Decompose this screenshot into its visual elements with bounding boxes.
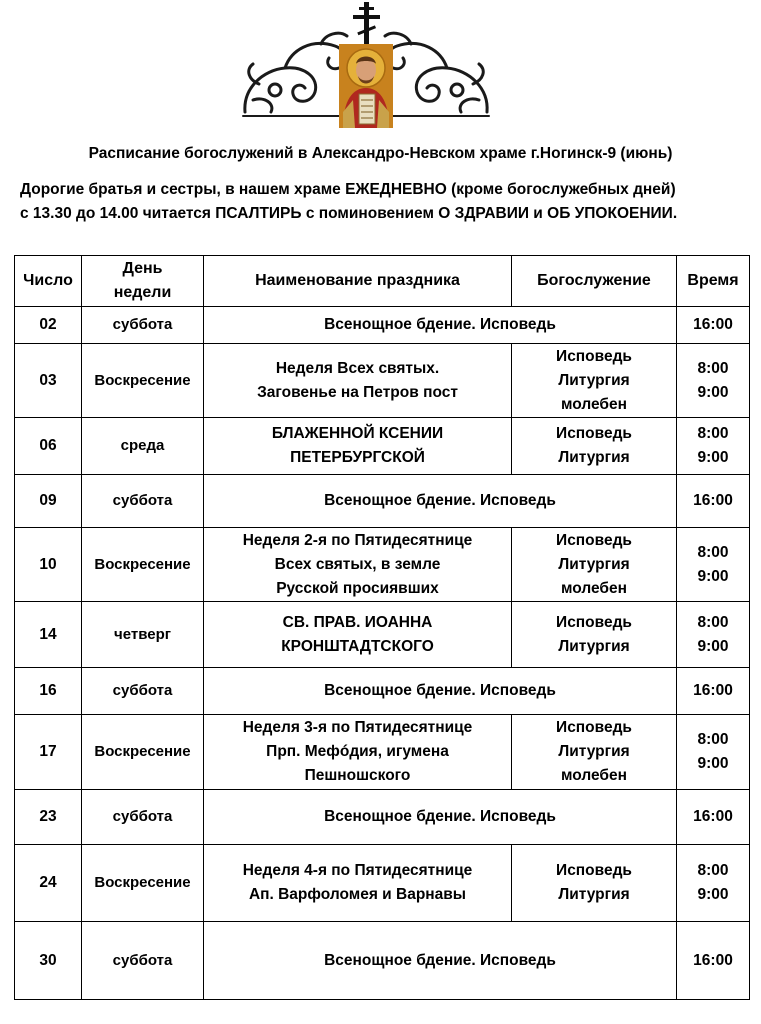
service-type-line: Литургия bbox=[558, 371, 630, 389]
service-time-line: 8:00 bbox=[697, 359, 729, 377]
service-time-line: 9:00 bbox=[697, 449, 729, 466]
feast-name-cell bbox=[204, 418, 512, 475]
feast-name-cell bbox=[204, 528, 512, 602]
date-number-cell: 24 bbox=[15, 845, 82, 922]
table-row bbox=[15, 715, 750, 790]
service-type-line: Исповедь bbox=[556, 613, 632, 631]
service-time-cell bbox=[677, 418, 750, 475]
weekday-cell: суббота bbox=[82, 790, 204, 845]
service-time-cell bbox=[677, 602, 750, 668]
column-header-number: Число bbox=[15, 256, 82, 307]
service-time-line: 9:00 bbox=[697, 886, 729, 903]
feast-name-line: Всех святых, в земле bbox=[274, 555, 441, 573]
service-time-line: 9:00 bbox=[697, 567, 729, 585]
page-title: Расписание богослужений в Александро-Невском храме г.Ногинск-9 (июнь) bbox=[88, 145, 673, 162]
service-time-cell bbox=[677, 845, 750, 922]
service-type-line: Исповедь bbox=[556, 719, 632, 736]
service-time-cell bbox=[677, 307, 750, 344]
service-time-line: 9:00 bbox=[697, 637, 729, 655]
feast-name-cell bbox=[204, 602, 512, 668]
table-row bbox=[15, 418, 750, 475]
feast-name-cell bbox=[204, 344, 512, 418]
weekday-cell: суббота bbox=[82, 475, 204, 528]
service-type-line: Литургия bbox=[558, 637, 630, 655]
service-type-line: Исповедь bbox=[556, 425, 632, 442]
feast-name-line: Неделя 3-я по Пятидесятнице bbox=[242, 719, 473, 736]
table-row bbox=[15, 922, 750, 1000]
weekday-cell: Воскресение bbox=[82, 845, 204, 922]
feast-name-cell bbox=[204, 715, 512, 790]
service-type-line: Исповедь bbox=[556, 347, 632, 365]
service-type-line: Исповедь bbox=[556, 862, 632, 879]
feast-name-line: Пешношского bbox=[304, 767, 411, 784]
service-merged-cell: Всенощное бдение. Исповедь bbox=[204, 922, 677, 1000]
service-time-line: 9:00 bbox=[697, 383, 729, 401]
date-number-cell: 03 bbox=[15, 344, 82, 418]
feast-name-line: Заговенье на Петров пост bbox=[257, 383, 458, 401]
service-time-line: 16:00 bbox=[693, 492, 733, 509]
service-type-cell bbox=[512, 344, 677, 418]
table-row bbox=[15, 790, 750, 845]
service-time-line: 16:00 bbox=[693, 316, 733, 333]
service-type-line: Исповедь bbox=[556, 531, 632, 549]
weekday-cell: суббота bbox=[82, 307, 204, 344]
weekday-cell: суббота bbox=[82, 922, 204, 1000]
date-number-cell: 09 bbox=[15, 475, 82, 528]
feast-name-line: Ап. Варфоломея и Варнавы bbox=[248, 886, 467, 903]
service-time-line: 8:00 bbox=[697, 862, 729, 879]
service-type-cell bbox=[512, 418, 677, 475]
feast-name-cell bbox=[204, 845, 512, 922]
service-time-line: 16:00 bbox=[693, 951, 733, 969]
header-ornament bbox=[235, 0, 497, 130]
column-header-time: Время bbox=[677, 256, 750, 307]
feast-name-line: Неделя 4-я по Пятидесятнице bbox=[242, 862, 473, 879]
feast-name-line: ПЕТЕРБУРГСКОЙ bbox=[290, 449, 425, 466]
service-time-cell bbox=[677, 715, 750, 790]
intro-notice bbox=[20, 178, 750, 226]
service-type-line: молебен bbox=[561, 579, 627, 597]
service-merged-cell: Всенощное бдение. Исповедь bbox=[204, 790, 677, 845]
feast-name-line: БЛАЖЕННОЙ КСЕНИИ bbox=[271, 425, 444, 442]
service-time-cell bbox=[677, 475, 750, 528]
intro-line: с 13.30 до 14.00 читается ПСАЛТИРЬ с поминовением О ЗДРАВИИ и ОБ УПОКОЕНИИ. bbox=[20, 205, 678, 222]
table-row bbox=[15, 344, 750, 418]
feast-name-line: Русской просиявших bbox=[276, 579, 439, 597]
weekday-cell: Воскресение bbox=[82, 715, 204, 790]
feast-name-line: СВ. ПРАВ. ИОАННА bbox=[282, 613, 433, 631]
church-emblem-image bbox=[235, 0, 497, 130]
feast-name-line: Прп. Мефóдия, игумена bbox=[266, 743, 449, 760]
saint-icon-image bbox=[339, 44, 393, 128]
feast-name-line: Неделя 2-я по Пятидесятнице bbox=[242, 531, 473, 549]
column-header-weekday bbox=[82, 256, 204, 307]
feast-name-line: КРОНШТАДТСКОГО bbox=[281, 637, 434, 655]
column-header-weekday-line: недели bbox=[113, 284, 172, 301]
column-header-feast: Наименование праздника bbox=[204, 256, 512, 307]
service-time-cell bbox=[677, 344, 750, 418]
date-number-cell: 16 bbox=[15, 668, 82, 715]
date-number-cell: 10 bbox=[15, 528, 82, 602]
service-merged-cell: Всенощное бдение. Исповедь bbox=[204, 668, 677, 715]
service-merged-cell: Всенощное бдение. Исповедь bbox=[204, 475, 677, 528]
service-time-cell bbox=[677, 668, 750, 715]
service-time-cell bbox=[677, 528, 750, 602]
service-type-cell bbox=[512, 528, 677, 602]
date-number-cell: 23 bbox=[15, 790, 82, 845]
left-flourish-ornament bbox=[243, 33, 350, 116]
table-row bbox=[15, 307, 750, 344]
table-row bbox=[15, 845, 750, 922]
table-row bbox=[15, 475, 750, 528]
service-time-line: 16:00 bbox=[693, 808, 733, 825]
weekday-cell: среда bbox=[82, 418, 204, 475]
service-time-line: 9:00 bbox=[697, 755, 729, 772]
weekday-cell: Воскресение bbox=[82, 528, 204, 602]
table-row bbox=[15, 528, 750, 602]
service-merged-cell: Всенощное бдение. Исповедь bbox=[204, 307, 677, 344]
weekday-cell: суббота bbox=[82, 668, 204, 715]
service-schedule-table bbox=[14, 255, 750, 1000]
date-number-cell: 17 bbox=[15, 715, 82, 790]
service-time-line: 16:00 bbox=[693, 682, 733, 699]
service-type-cell bbox=[512, 602, 677, 668]
service-type-line: молебен bbox=[561, 767, 627, 784]
service-type-line: Литургия bbox=[558, 449, 630, 466]
column-header-weekday-line: День bbox=[122, 260, 163, 277]
service-time-line: 8:00 bbox=[697, 731, 729, 748]
intro-line: Дорогие братья и сестры, в нашем храме ЕЖЕДНЕВНО (кроме богослужебных дней) bbox=[20, 181, 676, 198]
date-number-cell: 30 bbox=[15, 922, 82, 1000]
right-flourish-ornament bbox=[382, 33, 489, 116]
service-time-cell bbox=[677, 922, 750, 1000]
schedule-body bbox=[15, 307, 750, 1000]
feast-name-line: Неделя Всех святых. bbox=[275, 359, 440, 377]
date-number-cell: 06 bbox=[15, 418, 82, 475]
date-number-cell: 02 bbox=[15, 307, 82, 344]
service-type-line: Литургия bbox=[558, 886, 630, 903]
weekday-cell: Воскресение bbox=[82, 344, 204, 418]
service-time-line: 8:00 bbox=[697, 613, 729, 631]
service-type-line: Литургия bbox=[558, 743, 630, 760]
service-time-line: 8:00 bbox=[697, 543, 729, 561]
date-number-cell: 14 bbox=[15, 602, 82, 668]
table-row bbox=[15, 668, 750, 715]
service-type-cell bbox=[512, 845, 677, 922]
weekday-cell: четверг bbox=[82, 602, 204, 668]
service-type-line: Литургия bbox=[558, 555, 630, 573]
service-time-line: 8:00 bbox=[697, 425, 729, 442]
table-row bbox=[15, 602, 750, 668]
column-header-service: Богослужение bbox=[512, 256, 677, 307]
table-header-row bbox=[15, 256, 750, 307]
orthodox-cross-icon bbox=[353, 2, 380, 46]
service-time-cell bbox=[677, 790, 750, 845]
service-type-line: молебен bbox=[561, 395, 627, 413]
service-type-cell bbox=[512, 715, 677, 790]
